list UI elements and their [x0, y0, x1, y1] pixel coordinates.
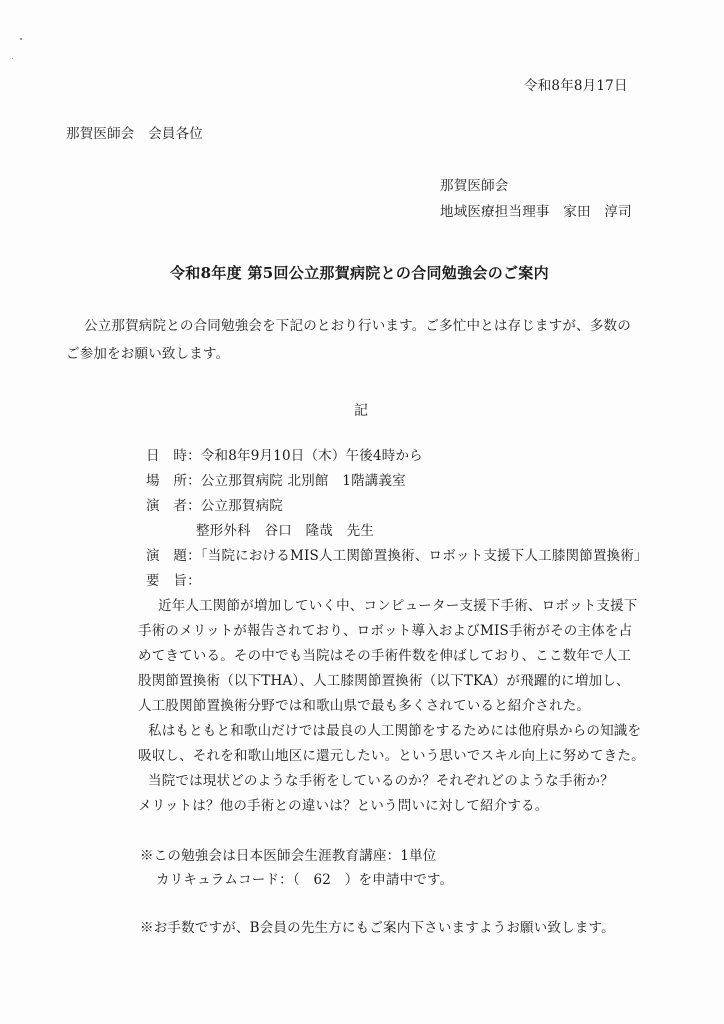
- scan-speck: [20, 38, 22, 40]
- summary-line: 股関節置換術（以下THA）、人工膝関節置換術（以下TKA）が飛躍的に増加し、: [138, 673, 630, 689]
- detail-topic: 演 題：「当院におけるMIS人工関節置換術、ロボット支援下人工膝関節置換術」: [146, 548, 648, 564]
- note-request: ※お手数ですが、B会員の先生方にもご案内下さいますようお願い致します。: [140, 920, 615, 936]
- detail-speaker-name: 整形外科 谷口 隆哉 先生: [196, 523, 375, 539]
- intro-line: 公立那賀病院との合同勉強会を下記のとおり行います。ご多忙中とは存じますが、多数の: [84, 318, 631, 334]
- detail-datetime: 日 時：令和8年9月10日（木）午後4時から: [146, 448, 423, 464]
- summary-line: 手術のメリットが報告されており、ロボット導入およびMIS手術がその主体を占: [138, 623, 633, 639]
- note-curriculum-code: カリキュラムコード：（ 62 ）を申請中です。: [156, 872, 454, 888]
- scan-speck: [12, 58, 13, 59]
- sender-person: 地域医療担当理事 家田 淳司: [440, 204, 632, 220]
- detail-place: 場 所：公立那賀病院 北別館 1階講義室: [146, 473, 406, 489]
- summary-line: めてきている。その中でも当院はその手術件数を伸ばしており、ここ数年で人工: [138, 648, 632, 664]
- summary-line: 吸収し、それを和歌山地区に還元したい。という思いでスキル向上に努めてきた。: [138, 748, 645, 764]
- letter-title: 令和8年度 第5回公立那賀病院との合同勉強会のご案内: [170, 264, 549, 282]
- addressee: 那賀医師会 会員各位: [66, 126, 203, 142]
- summary-line: 人工股関節置換術分野では和歌山県で最も多くされていると紹介された。: [138, 698, 591, 714]
- letter-date: 令和8年8月17日: [524, 78, 628, 94]
- summary-line: 当院では現状どのような手術をしているのか？それぞれどのような手術か？: [148, 773, 614, 789]
- summary-line: 近年人工関節が増加していく中、コンピューター支援下手術、ロボット支援下: [158, 598, 638, 614]
- summary-line: メリットは？他の手術との違いは？という問いに対して紹介する。: [138, 798, 549, 814]
- sender-organization: 那賀医師会: [440, 178, 509, 194]
- detail-summary-label: 要 旨：: [146, 573, 201, 589]
- summary-line: 私はもともと和歌山だけでは最良の人工関節をするためには他府県からの知識を: [148, 723, 642, 739]
- note-credit: ※この勉強会は日本医師会生涯教育講座：1単位: [140, 848, 437, 864]
- ki-heading: 記: [354, 403, 368, 419]
- intro-line: ご参加をお願い致します。: [66, 346, 230, 362]
- detail-speaker: 演 者：公立那賀病院: [146, 498, 283, 514]
